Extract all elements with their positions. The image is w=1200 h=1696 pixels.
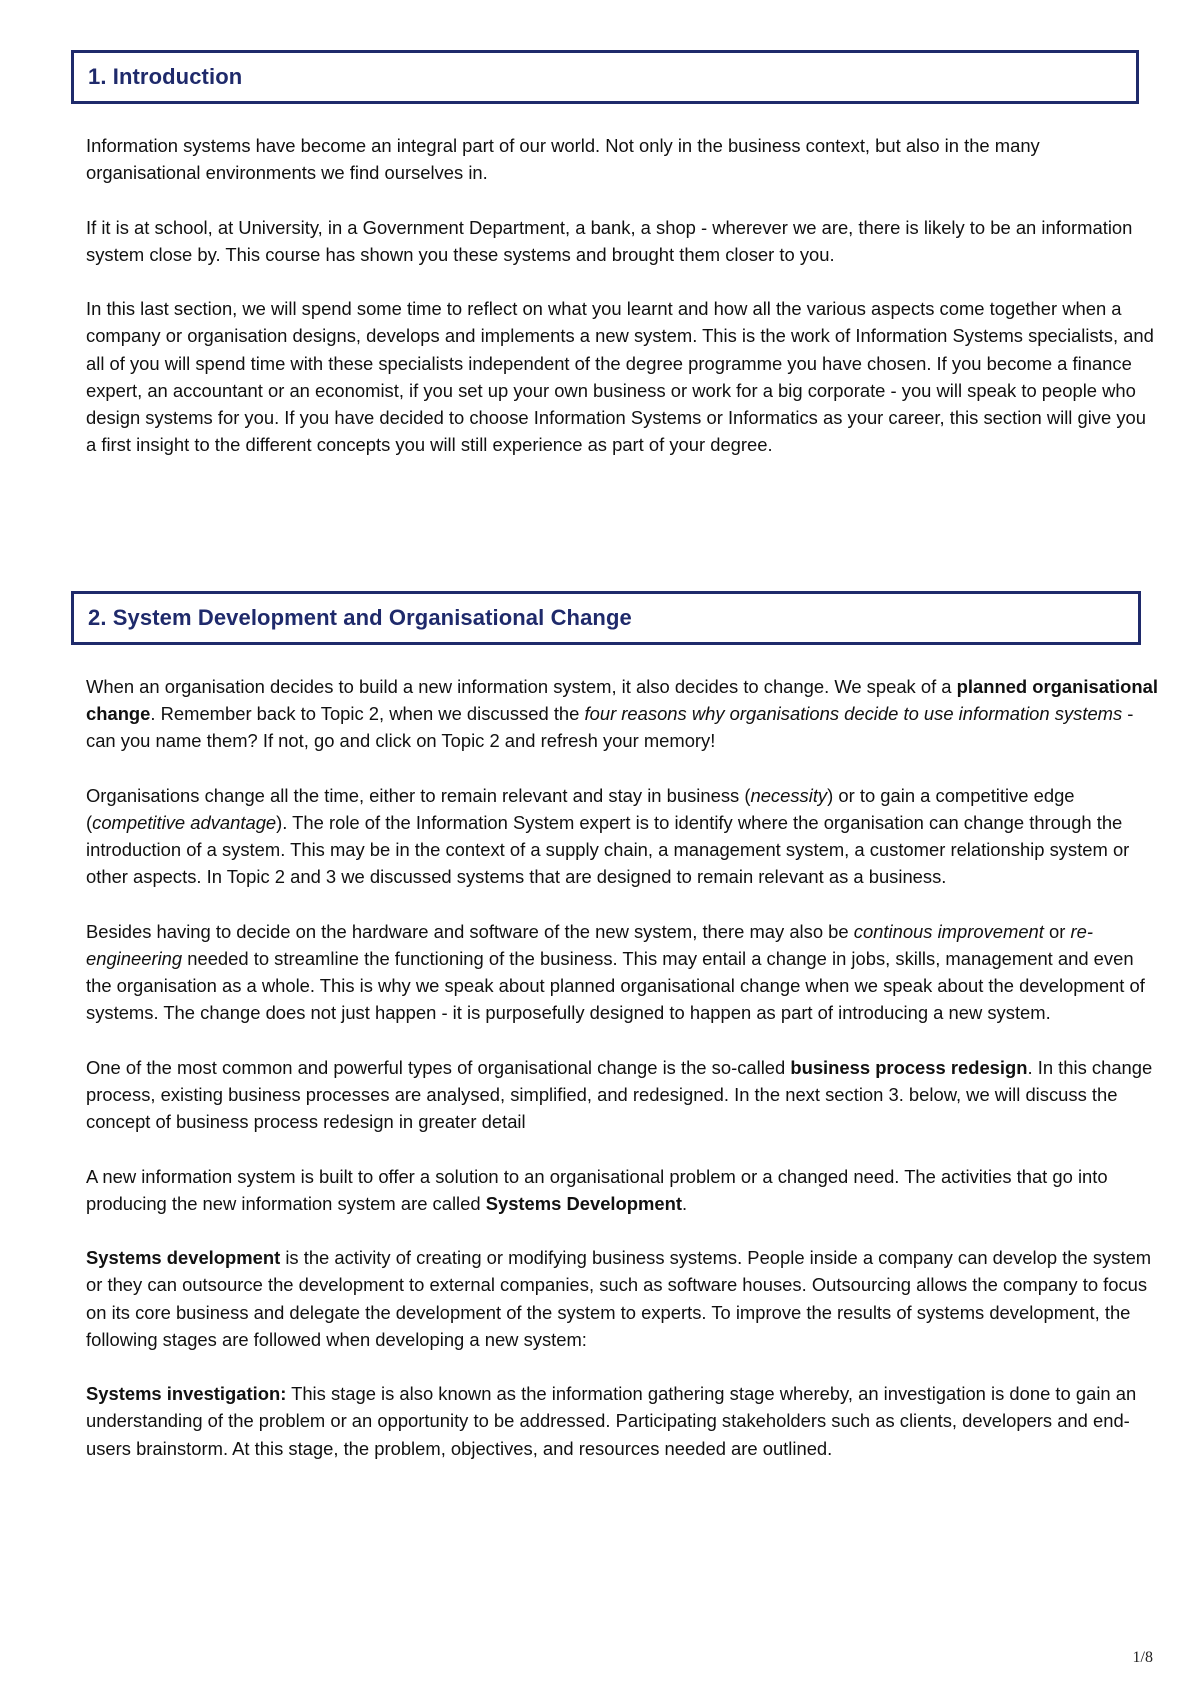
section-2-heading: 2. System Development and Organisational Change: [88, 605, 632, 630]
text-run: Besides having to decide on the hardware and software of the new system, there may also be: [86, 920, 854, 942]
text-run: This stage is also known as the information gathering stage whereby, an investigation is done to gain an understanding of the problem or an opportunity to be addressed. Participating stakeholders such as clients, developers and end-users brainstorm. At this stage, the problem, objectives, and resources needed are outlined.: [86, 1383, 1137, 1459]
bold-term: business process redesign: [790, 1056, 1028, 1078]
section-2-paragraph-4: [86, 1054, 1158, 1136]
section-2-paragraph-5: [86, 1163, 1158, 1217]
bold-term: planned organisational change: [86, 676, 1158, 725]
text-run: needed to streamline the functioning of the business. This may entail a change in jobs, skills, management and even the organisation as a whole. This is why we speak about planned organisational change when we speak about the development of systems. The change does not just happen - it is purposefully designed to happen as part of introducing a new system.: [86, 948, 1145, 1024]
section-1-paragraph-2: If it is at school, at University, in a Government Department, a bank, a shop - wherever we are, there is likely to be an information system close by. This course has shown you these systems and brought them closer to you.: [86, 216, 1133, 265]
text-run: One of the most common and powerful types of organisational change is the so-called: [86, 1056, 791, 1078]
section-2-paragraph-3: [86, 918, 1158, 1027]
section-2-heading-box: [71, 591, 1141, 645]
text-run: is the activity of creating or modifying business systems. People inside a company can develop the system or they can outsource the development to external companies, such as software houses. Outsourcing allows the company to focus on its core business and delegate the development of the system to experts. To improve the results of systems development, the following stages are followed when developing a new system:: [86, 1247, 1152, 1350]
italic-term: necessity: [750, 784, 828, 806]
section-1-paragraph-3: In this last section, we will spend some time to reflect on what you learnt and how all the various aspects come together when a company or organisation designs, develops and implements a new system. This is the work of Information Systems specialists, and all of you will spend time with these specialists independent of the degree programme you have chosen. If you become a finance expert, an accountant or an economist, if you set up your own business or work for a big corporate - you will speak to people who design systems for you. If you have decided to choose Information Systems or Informatics as your career, this section will give you a first insight to the different concepts you will still experience as part of your degree.: [86, 298, 1154, 456]
section-2-body: [86, 673, 1158, 1489]
italic-term: four reasons why organisations decide to use information systems: [584, 703, 1123, 725]
italic-term: competitive advantage: [92, 812, 277, 833]
section-2-paragraph-2: [86, 782, 1158, 891]
section-1-body: [86, 132, 1158, 486]
section-2-paragraph-7: [86, 1380, 1158, 1462]
italic-term: re-engineering: [86, 920, 1093, 969]
text-run: ) or to gain a competitive edge (: [86, 784, 1075, 833]
section-1-heading-box: [71, 50, 1139, 104]
text-run: .: [681, 1192, 688, 1214]
section-1-heading: 1. Introduction: [88, 64, 243, 89]
section-1-paragraph-1: Information systems have become an integral part of our world. Not only in the business context, but also in the many organisational environments we find ourselves in.: [86, 135, 1040, 184]
bold-term: Systems investigation:: [86, 1383, 287, 1405]
bold-term: Systems development: [86, 1247, 281, 1269]
text-run: . In this change process, existing business processes are analysed, simplified, and redesigned. In the next section 3. below, we will discuss the concept of business process redesign in greater detail: [86, 1056, 1153, 1133]
text-run: or: [1043, 920, 1071, 942]
section-2-paragraph-1: [86, 673, 1158, 755]
text-run: When an organisation decides to build a new information system, it also decides to change. We speak of a: [86, 676, 957, 697]
page-number: 1/8: [1132, 1649, 1153, 1666]
bold-term: Systems Development: [485, 1192, 682, 1214]
section-2-paragraph-6: [86, 1244, 1158, 1353]
text-run: - can you name them? If not, go and click on Topic 2 and refresh your memory!: [86, 703, 1134, 752]
italic-term: continous improvement: [853, 920, 1044, 942]
text-run: A new information system is built to offer a solution to an organisational problem or a changed need. The activities that go into producing the new information system are called: [86, 1165, 1108, 1214]
text-run: ). The role of the Information System expert is to identify where the organisation can change through the introduction of a system. This may be in the context of a supply chain, a management system, a customer relationship system or other aspects. In Topic 2 and 3 we discussed systems that are designed to remain relevant as a business.: [86, 812, 1130, 888]
text-run: Organisations change all the time, either to remain relevant and stay in business (: [86, 784, 751, 806]
text-run: . Remember back to Topic 2, when we discussed the: [150, 703, 585, 725]
